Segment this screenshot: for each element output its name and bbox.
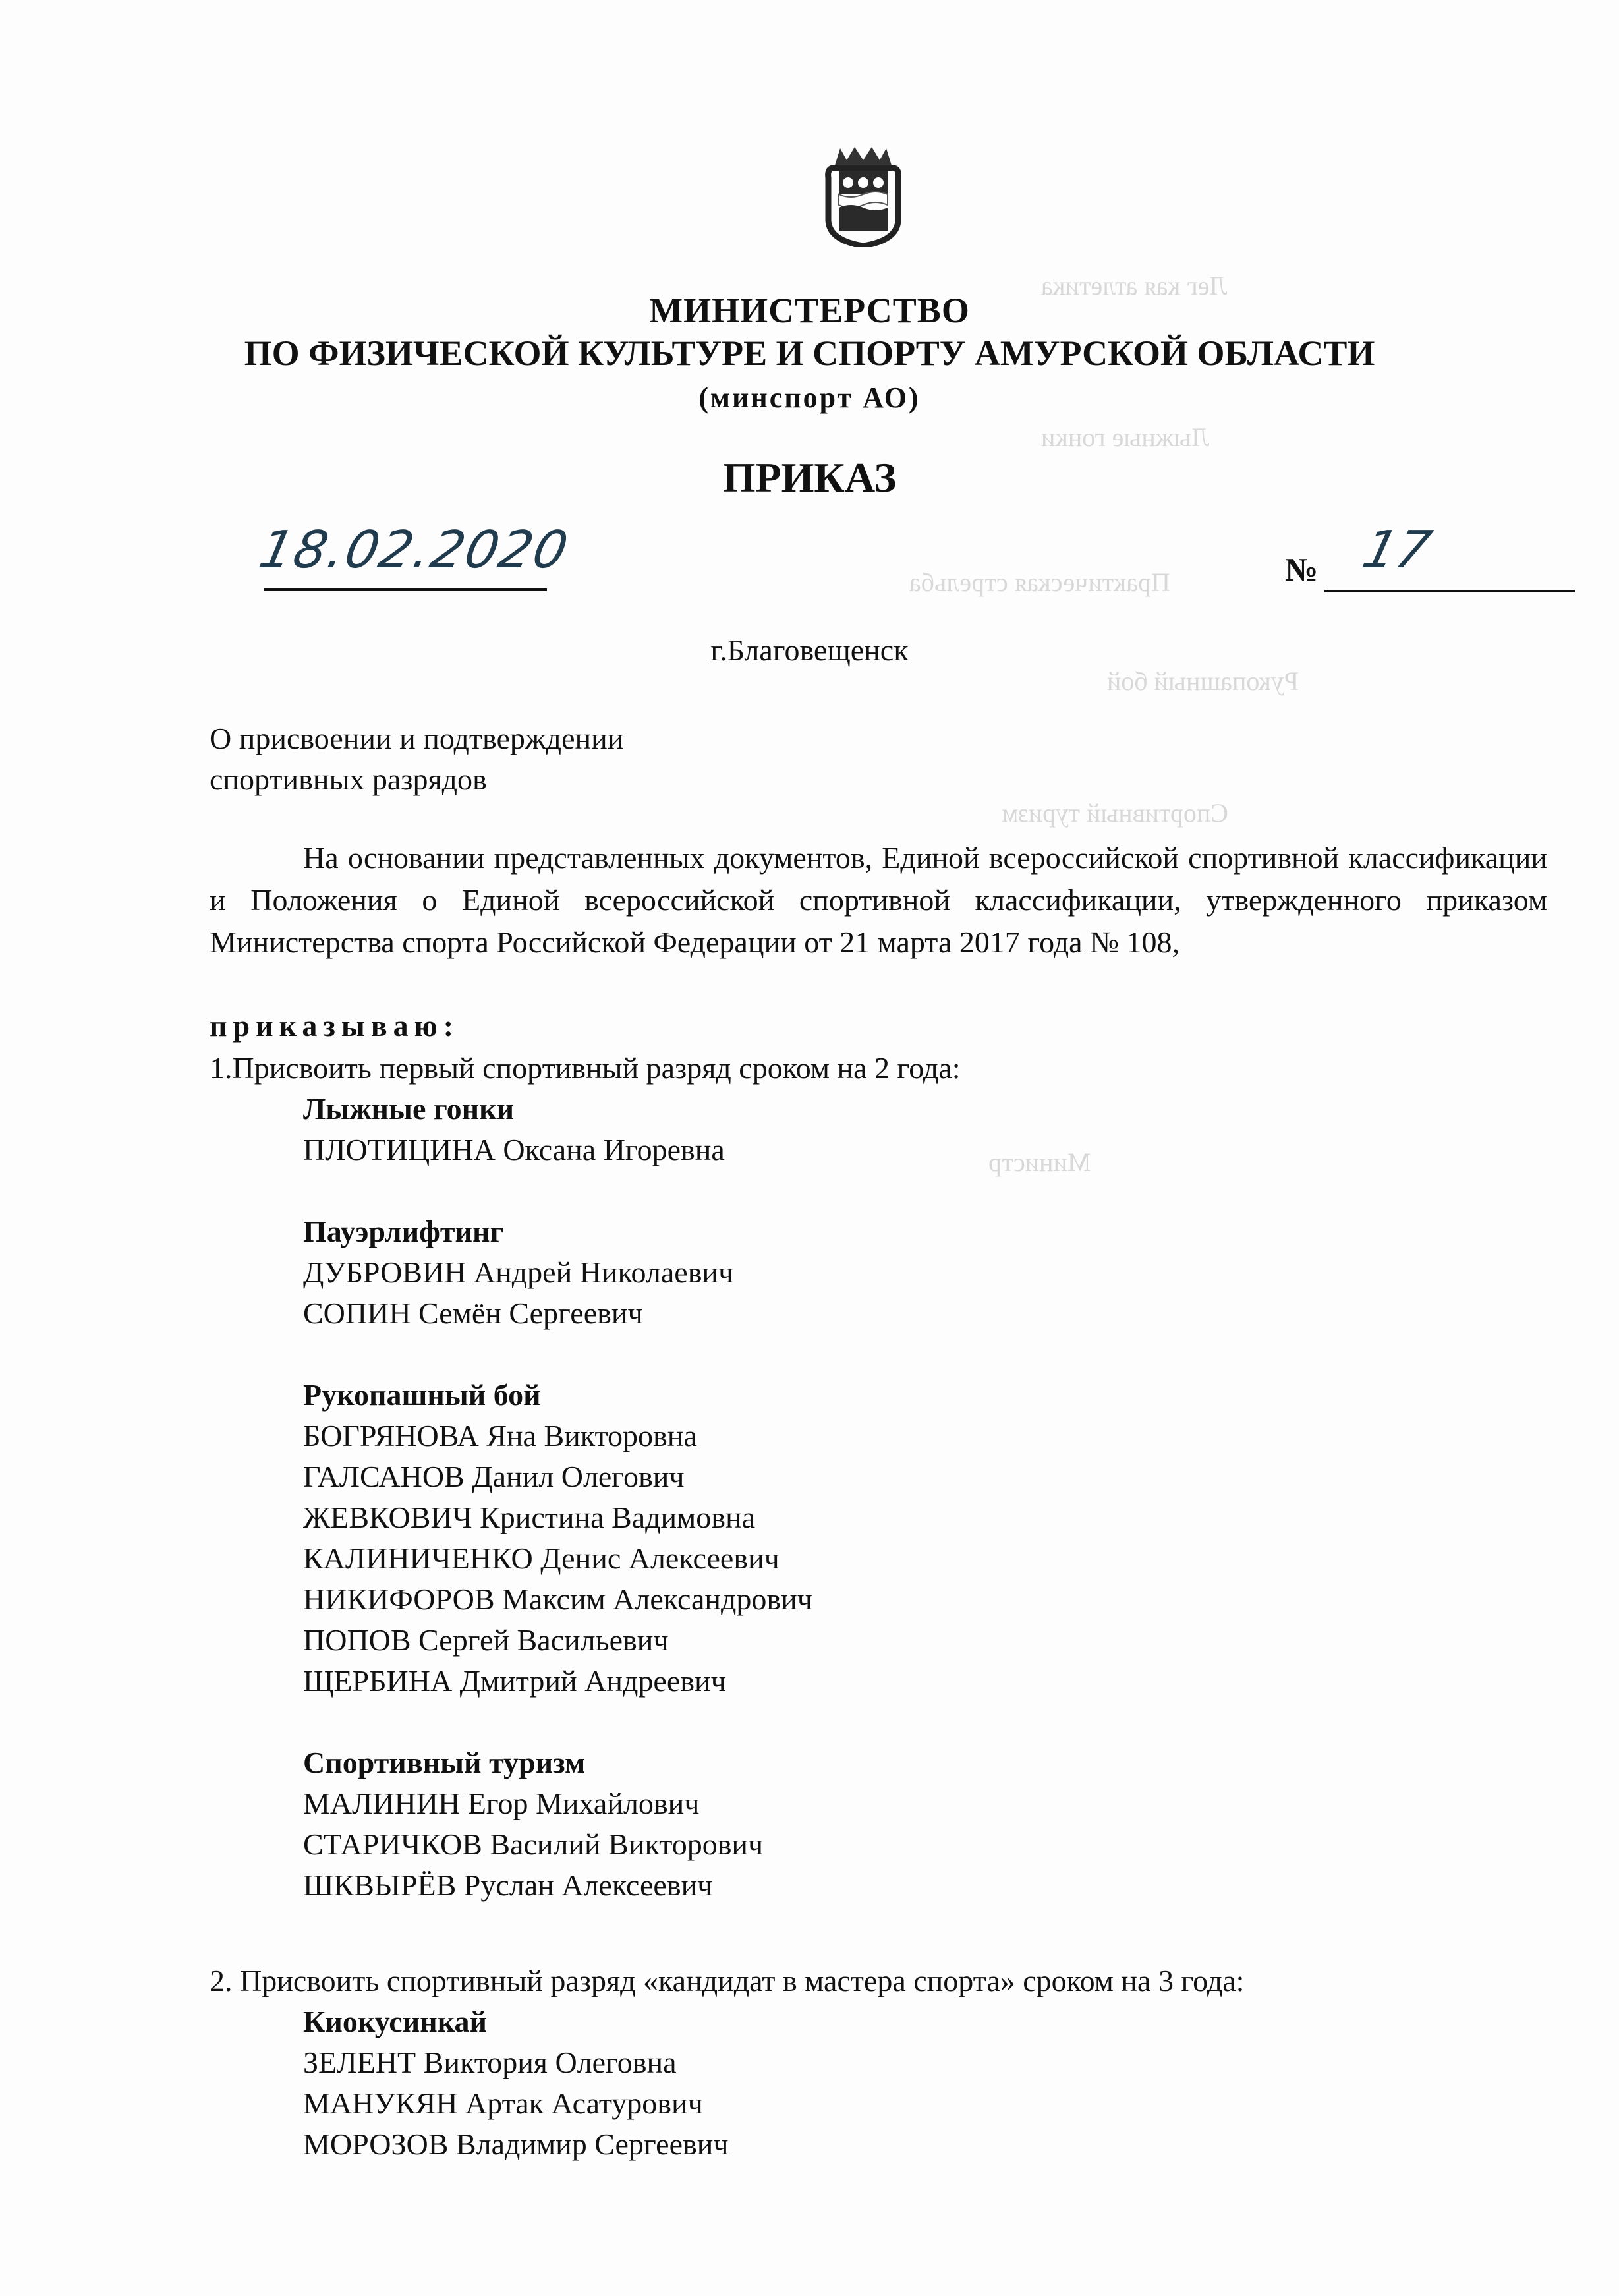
sport-name: Спортивный туризм [303,1746,586,1779]
person-name: ЗЕЛЕНТ Виктория Олеговна [303,2046,677,2079]
ministry-title: МИНИСТЕРСТВО [649,291,970,330]
date-underline [264,588,547,591]
sport-group [303,2001,1244,2165]
show-through-text: Практическая стрельба [909,567,1170,597]
person-name: ГАЛСАНОВ Данил Олегович [303,1460,685,1493]
show-through-text: Лыжные гонки [1041,422,1210,452]
sport-name: Пауэрлифтинг [303,1215,504,1248]
decree-word: приказываю: [210,1009,460,1043]
section-title: 1.Присвоить первый спортивный разряд сроком на 2 года: [210,1051,961,1085]
sport-group [303,1089,961,1906]
section-title: 2. Присвоить спортивный разряд «кандидат в мастера спорта» сроком на 3 года: [210,1964,1245,1997]
show-through-text: Лег кая атлетика [1041,271,1228,301]
person-name: СОПИН Семён Сергеевич [303,1296,643,1330]
person-name: ЩЕРБИНА Дмитрий Андреевич [303,1664,726,1698]
person-name: КАЛИНИЧЕНКО Денис Алексеевич [303,1541,780,1575]
person-name: ЖЕВКОВИЧ Кристина Вадимовна [303,1501,756,1534]
show-through-text: Спортивный туризм [1002,798,1228,828]
sport-name: Рукопашный бой [303,1378,541,1412]
person-name: МАНУКЯН Артак Асатурович [303,2086,703,2120]
person-name: ДУБРОВИН Андрей Николаевич [303,1255,734,1289]
subject-line: О присвоении и подтверждении [210,722,624,755]
sport-name: Лыжные гонки [303,1092,515,1126]
person-name: БОГРЯНОВА Яна Викторовна [303,1419,697,1452]
person-name: МАЛИНИН Егор Михайлович [303,1787,700,1820]
number-sign: № [1285,551,1319,588]
handwritten-order-number: 17 [1356,521,1437,580]
number-underline [1324,590,1575,592]
ministry-abbreviation: (минспорт АО) [698,382,921,414]
order-subject [210,718,623,800]
ministry-subtitle: ПО ФИЗИЧЕСКОЙ КУЛЬТУРЕ И СПОРТУ АМУРСКОЙ ОБЛАСТИ [244,333,1375,373]
handwritten-date: 18.02.2020 [254,521,575,580]
subject-line: спортивных разрядов [210,762,487,796]
show-through-text: Министр [988,1147,1091,1177]
section-2 [210,1961,1244,2165]
person-name: ПЛОТИЦИНА Оксана Игоревна [303,1133,725,1166]
person-name: НИКИФОРОВ Максим Александрович [303,1582,812,1616]
person-name: ШКВЫРЁВ Руслан Алексеевич [303,1868,713,1902]
sport-name: Киокусинкай [303,2005,488,2038]
person-name: МОРОЗОВ Владимир Сергеевич [303,2127,729,2161]
city-name: г.Благовещенск [710,633,909,667]
person-name: СТАРИЧКОВ Василий Викторович [303,1827,764,1861]
person-name: ПОПОВ Сергей Васильевич [303,1623,669,1657]
coat-of-arms-icon [820,142,906,247]
section-1 [210,1048,961,1906]
show-through-text: Рукопашный бой [1107,666,1299,696]
preamble-paragraph: На основании представленных документов, Единой всероссийской спортивной классификации и Положения о Единой всероссийской спортивной классификации, утвержденного приказом Министерства спорта Российской Федерации от 21 марта 2017 года № 108, [210,841,1547,959]
document-type-title: ПРИКАЗ [722,454,897,501]
